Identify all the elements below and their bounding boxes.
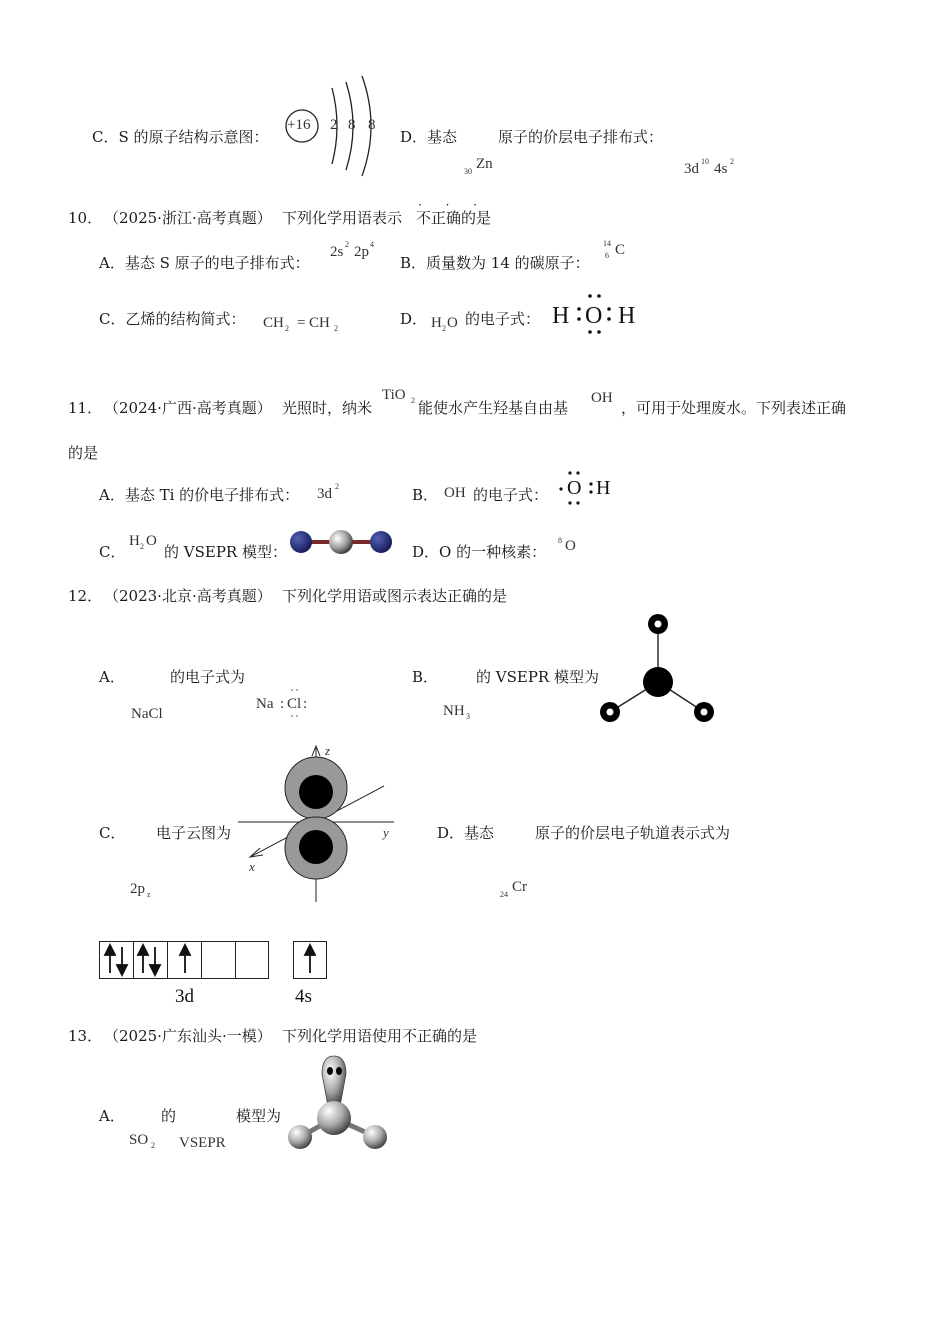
s-config-2s-sup: 2 [345, 240, 349, 249]
q13-number: 13． [68, 1027, 103, 1045]
shell-3-count: 8 [368, 117, 376, 133]
nacl-electron-dots [288, 688, 302, 718]
oh-radical: OH [591, 390, 613, 406]
ethylene-ch2-b: CH [309, 315, 330, 331]
c14-symbol: C [615, 242, 626, 258]
q11-stem-b: 能使水产生羟基自由基 [418, 399, 569, 417]
zn-config-3d: 3d [684, 161, 699, 177]
nacl-ef-end: : [303, 696, 308, 712]
q13-source: （2025·广东汕头·一模） [104, 1027, 272, 1045]
nacl-ef-cl: Cl [287, 696, 302, 712]
2pz-sub: z [147, 890, 151, 899]
q10-option-a-label: A．基态 S 原子的电子排布式： [99, 254, 310, 272]
ethylene-ch2-a-sub: 2 [285, 324, 289, 333]
ti-config-sup: 2 [335, 482, 339, 491]
shell-2-count: 8 [348, 117, 356, 133]
ti-config: 3d [317, 486, 332, 502]
cr-atomic-number: 24 [500, 890, 508, 899]
pz-electron-cloud-image [234, 744, 396, 906]
shell-1-count: 2 [330, 117, 338, 133]
q12-stem: 下列化学用语或图示表达正确的是 [282, 587, 508, 605]
q13-option-a-label-b: 的 [161, 1107, 177, 1125]
so2-formula: SO [129, 1132, 149, 1148]
orbital-label-3d: 3d [175, 986, 194, 1007]
so2-vsepr-model-image [286, 1054, 390, 1152]
q11-stem-c: ，可用于处理废水。下列表述正确 [621, 399, 847, 417]
zn-config-4s-sup: 2 [730, 157, 734, 166]
q11-option-a-label: A．基态 Ti 的价电子排布式： [99, 486, 300, 504]
q11-option-d-label: D．O 的一种核素： [412, 543, 547, 561]
h2o-sub: 2 [442, 324, 446, 333]
vsepr-text: VSEPR [179, 1135, 226, 1151]
o8-symbol: O [565, 538, 576, 554]
nacl-formula: NaCl [131, 706, 163, 722]
q12-number: 12． [68, 587, 103, 605]
q12-option-a-label-a: A． [99, 668, 125, 686]
ethylene-ch2-b-sub: 2 [334, 324, 338, 333]
nh3-formula: NH [443, 703, 465, 719]
q11-option-b-label-b: 的电子式： [473, 486, 549, 504]
q10-option-c-label: C．乙烯的结构简式： [99, 310, 246, 328]
q13-option-a-label-c: 模型为 [236, 1107, 282, 1125]
q13-stem: 下列化学用语使用不正确的是 [282, 1027, 478, 1045]
q12-option-a-label-b: 的电子式为 [170, 668, 246, 686]
h2o-h: H [431, 315, 442, 331]
q10-option-b-label: B．质量数为 14 的碳原子： [400, 254, 590, 272]
zn-config-3d-sup: 10 [701, 157, 709, 166]
q11-option-b-label-a: B． [412, 486, 439, 504]
emphasis-dots: · · · [418, 198, 488, 212]
tio2-formula: TiO [382, 387, 406, 403]
s-config-2p: 2p [354, 244, 369, 260]
nucleus-charge: +16 [287, 117, 311, 133]
trigonal-planar-model-image [596, 612, 720, 726]
c14-atomic-number: 6 [605, 251, 609, 260]
zn-symbol: Zn [476, 156, 493, 172]
oh-formula: OH [444, 485, 466, 501]
q11-option-c-label-a: C． [99, 543, 126, 561]
cr-symbol: Cr [512, 879, 527, 895]
orbital-spin-arrows [99, 941, 329, 979]
q12-source: （2023·北京·高考真题） [104, 587, 272, 605]
q10-option-d-label-a: D． [400, 310, 428, 328]
q11-number: 11． [68, 399, 103, 417]
q13-option-a-label-a: A． [99, 1107, 125, 1125]
so2-sub: 2 [151, 1141, 155, 1150]
h2o-h-2: H [129, 533, 140, 549]
q12-option-c-label-a: C． [99, 824, 126, 842]
tio2-sub: 2 [411, 396, 415, 405]
q10-source: （2025·浙江·高考真题） [104, 209, 272, 227]
q12-option-b-label-b: 的 VSEPR 模型为 [476, 668, 599, 686]
q10-number: 10． [68, 209, 103, 227]
s-config-2p-sup: 4 [370, 240, 374, 249]
axis-y-label: y [383, 825, 389, 840]
axis-x-label: x [249, 859, 255, 874]
oh-ef-h: H [596, 477, 611, 499]
water-ef-h2: H [618, 303, 636, 329]
h2o-o-2: O [146, 533, 157, 549]
h2o-sub-2: 2 [140, 542, 144, 551]
orbital-label-4s: 4s [295, 986, 312, 1007]
q12-option-d-label-b: 原子的价层电子轨道表示式为 [535, 824, 731, 842]
linear-vsepr-model-image [289, 529, 393, 555]
water-ef-o: O [585, 303, 603, 329]
hydroxyl-electron-dots [556, 470, 596, 506]
q11-option-c-label-b: 的 VSEPR 模型： [164, 543, 287, 561]
ethylene-ch2-a: CH [263, 315, 284, 331]
q10-stem-emphasis: 不正确 [416, 209, 462, 227]
zn-atomic-number: 30 [464, 167, 472, 176]
oh-ef-o: O [567, 477, 582, 499]
axis-z-label: z [325, 743, 331, 758]
nacl-ef-na: Na [256, 696, 274, 712]
ethylene-double-bond: = [297, 315, 306, 331]
q10-stem-a: 下列化学用语表示 [282, 209, 403, 227]
q9-option-d-label-a: D．基态 [400, 128, 458, 146]
q11-source: （2024·广西·高考真题） [104, 399, 272, 417]
q10-stem-b: 的是 [461, 209, 492, 227]
q10-option-d-label-b: 的电子式： [465, 310, 541, 328]
2pz-orbital: 2p [130, 881, 145, 897]
q12-option-c-label-b: 电子云图为 [156, 824, 232, 842]
q12-option-d-label-a: D．基态 [437, 824, 495, 842]
q9-option-d-label-b: 原子的价层电子排布式： [498, 128, 664, 146]
q11-stem-d: 的是 [68, 444, 99, 462]
water-ef-h1: H [552, 303, 570, 329]
q9-option-c-label: C．S 的原子结构示意图： [92, 128, 269, 146]
h2o-o: O [447, 315, 458, 331]
q11-stem-a: 光照时，纳米 [282, 399, 373, 417]
s-config-2s: 2s [330, 244, 344, 260]
o8-mass: 8 [558, 536, 562, 545]
q12-option-b-label-a: B． [412, 668, 439, 686]
nh3-sub: 3 [466, 712, 470, 721]
c14-mass-number: 14 [603, 239, 611, 248]
nacl-ef-colon: : [280, 696, 285, 712]
zn-config-4s: 4s [714, 161, 728, 177]
water-electron-dots [570, 292, 610, 336]
